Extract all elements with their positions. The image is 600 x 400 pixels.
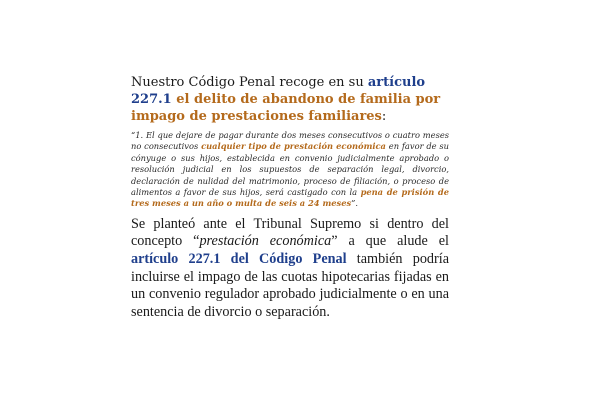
body-paragraph: [131, 216, 449, 322]
legal-quote: [131, 130, 449, 210]
quote-part-2: en favor de su cónyuge o sus hijos, establecida en convenio judicialmente aprobado o resolución judicial en los supuestos de separación legal, divorcio, declaración de nulidad del matrimonio, proceso de filiación, o proceso de alimentos a favor de sus hijos, será castigado con la: [131, 141, 450, 198]
body-part-3: también podría incluirse el impago de las cuotas hipotecarias fijadas en un convenio regulador aprobado judicialmente o en una sentencia de divorcio o separación.: [131, 251, 449, 320]
intro-text-mid: el: [171, 92, 194, 107]
intro-crime-name: delito de abandono de familia por impago de prestaciones familiares: [131, 92, 441, 124]
body-part-2: ” a que alude el: [331, 233, 449, 250]
body-concept: prestación económica: [199, 233, 332, 250]
body-article-ref: artículo 227.1 del Código Penal: [131, 251, 347, 268]
intro-text-before: Nuestro Código Penal recoge en su: [131, 75, 368, 90]
body-part-1: Se planteó ante el Tribunal Supremo si dentro del concepto “: [131, 215, 449, 250]
quote-part-3: ”.: [351, 198, 359, 209]
intro-article-ref: artículo 227.1: [131, 75, 426, 107]
quote-part-1: “1. El que dejare de pagar durante dos meses consecutivos o cuatro meses no consecutivos: [131, 130, 449, 152]
document-content: [131, 74, 449, 321]
intro-text-after: :: [381, 109, 387, 124]
quote-highlight-2: pena de prisión de tres meses a un año o multa de seis a 24 meses: [131, 187, 449, 209]
quote-highlight-1: cualquier tipo de prestación económica: [201, 141, 386, 152]
intro-paragraph: [131, 74, 449, 125]
